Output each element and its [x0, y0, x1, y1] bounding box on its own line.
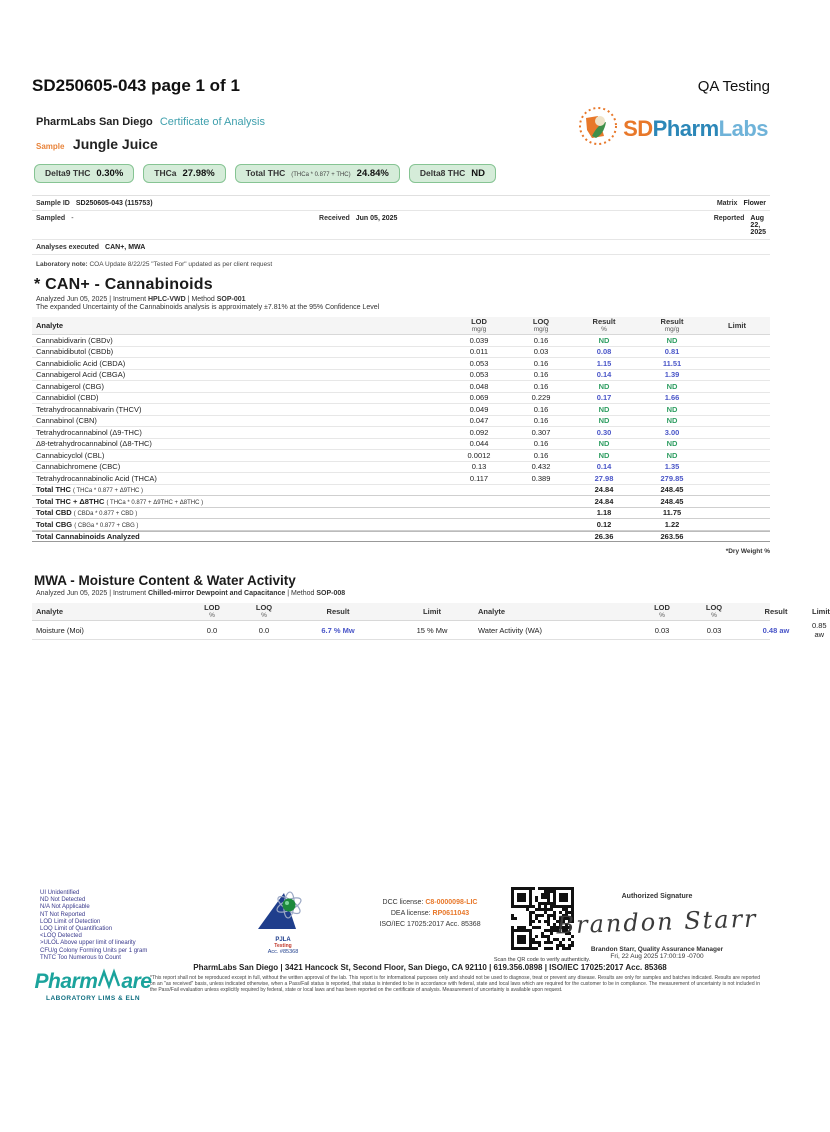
- received-value: Jun 05, 2025: [355, 215, 398, 222]
- moisture-result: 6.7 % Mw: [321, 625, 355, 635]
- result-pct-value: 0.30: [596, 427, 612, 437]
- dcc-license-label: DCC license:: [382, 899, 424, 906]
- mwa-table-header: [32, 602, 830, 621]
- water-activity-loq: 0.03: [706, 625, 722, 635]
- result-mgg-value: 11.51: [662, 358, 682, 368]
- legend-item: UI Unidentified: [40, 890, 80, 896]
- analyte-name: Cannabidivarin (CBDv): [36, 335, 113, 345]
- water-activity-analyte: Water Activity (WA): [478, 625, 543, 635]
- total-pct-value: 1.18: [596, 508, 612, 518]
- result-pct-value: 1.15: [596, 358, 612, 368]
- water-activity-lod: 0.03: [654, 625, 670, 635]
- total-pct-value: 26.36: [594, 531, 614, 541]
- water-activity-limit: 0.85 aw: [812, 621, 827, 639]
- qr-caption: Scan the QR code to verify authenticity.: [493, 957, 591, 963]
- lod-value: 0.0012: [467, 450, 491, 460]
- col-result-2: Result: [764, 606, 788, 616]
- col-lod: LOD %: [204, 602, 220, 619]
- report-disclaimer: *This report shall not be reproduced except in full, without the written approval of the lab. This report is for informational purposes only and should not be used to diagnose, treat or prevent any disease. Results are only for samples and batches indicated. Results are reported on an "as received" basis, unless indicated otherwise, when a Pass/Fail status is reported, that status is intended to be in accordance with federal, state and local laws which are required for the customer to be in compliance. The measurement of uncertainty is not included in the Pass/Fail evaluation unless explicitly required by federal, state or local laws and has been reported on the certificate of analysis. Measurement of uncertainty is available upon request.: [150, 975, 760, 993]
- separator: |: [109, 590, 112, 597]
- analyses-value: CAN+, MWA: [105, 244, 146, 251]
- col-result-mgg: Result mg/g: [660, 316, 684, 333]
- laboratory-note-label: Laboratory note:: [36, 261, 88, 268]
- authorized-signature-label: Authorized Signature: [621, 893, 693, 900]
- col-lod: LOD mg/g: [471, 316, 487, 333]
- instrument-label: Instrument: [112, 296, 147, 303]
- lod-value: 0.011: [469, 347, 489, 357]
- analyte-name: Tetrahydrocannabinol (Δ9-THC): [36, 427, 142, 437]
- col-analyte: Analyte: [36, 320, 64, 330]
- lod-value: 0.117: [469, 473, 489, 483]
- can-analyzed-date: Analyzed Jun 05, 2025: [36, 296, 108, 303]
- legend-item: >ULOL Above upper limit of linearity: [40, 940, 136, 947]
- analyte-name: Cannabidiol (CBD): [36, 393, 99, 403]
- separator: |: [109, 296, 112, 303]
- analyses-label: Analyses executed: [36, 244, 100, 251]
- pill-value: 0.30%: [96, 168, 124, 179]
- result-mgg-value: ND: [666, 439, 678, 449]
- pill-value: 27.98%: [182, 168, 215, 179]
- pjla-triangle-atom-icon: [256, 918, 310, 935]
- table-row: [32, 358, 770, 370]
- pill-label: Delta8 THC: [419, 168, 466, 178]
- col-limit: Limit: [728, 320, 746, 330]
- legend-item: LOD Limit of Detection: [40, 918, 101, 925]
- instrument-value: HPLC-VWD: [148, 296, 186, 303]
- lod-value: 0.039: [469, 335, 489, 345]
- result-pct-value: ND: [598, 404, 610, 414]
- pharmware-logo: [28, 970, 158, 1002]
- instrument-label: Instrument: [112, 590, 147, 597]
- total-label: Total THC ( THCa * 0.877 + Δ9THC ): [36, 485, 144, 495]
- lod-value: 0.047: [469, 416, 489, 426]
- result-mgg-value: 1.39: [664, 370, 680, 380]
- mwa-table: [32, 602, 830, 640]
- pill-formula: (THCa * 0.877 + THC): [291, 172, 351, 178]
- pill-label: THCa: [154, 168, 177, 178]
- legend-item: N/A Not Applicable: [40, 904, 90, 911]
- document-header: [0, 0, 800, 96]
- sdpharmlabs-logo: [578, 106, 768, 151]
- signature-block: [552, 893, 762, 960]
- pill-value: 24.84%: [356, 168, 389, 179]
- table-row: [32, 439, 770, 451]
- table-row: [32, 335, 770, 347]
- analyte-name: Cannabichromene (CBC): [36, 462, 121, 472]
- matrix-label: Matrix: [716, 200, 738, 207]
- sample-name: Jungle Juice: [72, 136, 158, 152]
- pharmware-text-2: are: [121, 970, 152, 993]
- table-row: [32, 416, 770, 428]
- lod-value: 0.048: [469, 381, 489, 391]
- can-section-title: * CAN+ - Cannabinoids: [34, 276, 213, 293]
- separator: |: [187, 296, 190, 303]
- lod-value: 0.092: [469, 427, 489, 437]
- col-limit: Limit: [423, 606, 441, 616]
- moisture-loq: 0.0: [258, 625, 270, 635]
- sample-id-label: Sample ID: [36, 200, 70, 207]
- analyte-name: Cannabidiolic Acid (CBDA): [36, 358, 126, 368]
- pill-delta9-thc: [34, 164, 134, 183]
- dcc-license-value: C8-0000098-LIC: [425, 899, 478, 906]
- total-pct-value: 24.84: [594, 496, 614, 506]
- dea-license-label: DEA license:: [390, 910, 431, 917]
- brand-sd: SD: [623, 115, 653, 141]
- pill-delta8-thc: [409, 164, 496, 183]
- total-mgg-value: 263.56: [660, 531, 684, 541]
- signature-date: Fri, 22 Aug 2025 17:00:19 -0700: [610, 953, 704, 960]
- method-value: SOP-008: [316, 590, 346, 597]
- laboratory-note-text: COA Update 8/22/25 "Tested For" updated as per client request: [89, 261, 273, 268]
- moisture-analyte: Moisture (Moi): [36, 625, 84, 635]
- result-pct-value: ND: [598, 381, 610, 391]
- table-row: [32, 450, 770, 462]
- result-pct-value: ND: [598, 439, 610, 449]
- iso-accreditation: ISO/IEC 17025:2017 Acc. 85368: [379, 921, 481, 928]
- result-pct-value: 0.14: [596, 462, 612, 472]
- sample-info-row-2: [32, 211, 770, 240]
- result-pct-value: 27.98: [594, 473, 614, 483]
- loq-value: 0.16: [533, 416, 549, 426]
- col-lod-2: LOD %: [654, 602, 670, 619]
- mwa-analyzed-date: Analyzed Jun 05, 2025: [36, 590, 108, 597]
- analyte-name: Cannabicyclol (CBL): [36, 450, 105, 460]
- method-label: Method: [191, 296, 215, 303]
- table-row: [32, 370, 770, 382]
- analyte-name: Cannabigerol Acid (CBGA): [36, 370, 126, 380]
- cannabinoids-totals: [32, 485, 770, 543]
- pjla-testing: Testing: [274, 943, 292, 949]
- total-mgg-value: 1.22: [664, 519, 680, 529]
- method-label: Method: [291, 590, 315, 597]
- table-row: [32, 462, 770, 474]
- result-pct-value: 0.14: [596, 370, 612, 380]
- col-analyte-2: Analyte: [478, 607, 506, 616]
- loq-value: 0.16: [533, 404, 549, 414]
- reported-value: Aug 22, 2025: [750, 215, 766, 236]
- pill-label: Delta9 THC: [45, 168, 91, 178]
- total-mgg-value: 248.45: [660, 496, 684, 506]
- brand-labs: Labs: [718, 115, 768, 141]
- result-mgg-value: 1.66: [664, 393, 680, 403]
- pjla-name: PJLA: [275, 937, 291, 943]
- loq-value: 0.307: [531, 427, 551, 437]
- result-pct-value: 0.17: [596, 393, 612, 403]
- total-label: Total THC + Δ8THC ( THCa * 0.877 + Δ9THC + Δ8THC ): [36, 496, 204, 506]
- analyte-name: Cannabigerol (CBG): [36, 381, 104, 391]
- dea-license-value: RP0611043: [432, 910, 470, 917]
- legend-item: CFU/g Colony Forming Units per 1 gram: [40, 947, 148, 954]
- pill-total-thc: [235, 164, 400, 183]
- table-row: [32, 347, 770, 359]
- result-pct-value: ND: [598, 416, 610, 426]
- table-row: [32, 381, 770, 393]
- sample-label: Sample: [36, 142, 65, 151]
- loq-value: 0.432: [531, 462, 551, 472]
- legend-item: NT Not Reported: [40, 911, 86, 918]
- pill-thca: [143, 164, 225, 183]
- loq-value: 0.229: [531, 393, 551, 403]
- legend-item: ND Not Detected: [40, 897, 86, 904]
- total-mgg-value: 11.75: [662, 508, 682, 518]
- instrument-value: Chilled-mirror Dewpoint and Capacitance: [148, 590, 286, 597]
- table-row: [32, 473, 770, 485]
- sampled-value: -: [71, 215, 74, 222]
- signature-script: Brandon Starr: [556, 904, 758, 940]
- document-id: SD250605-043 page 1 of 1: [32, 76, 240, 95]
- sample-info-row-3: [32, 240, 770, 255]
- col-result: Result: [326, 606, 350, 616]
- separator: |: [287, 590, 290, 597]
- mwa-analyzed-line: [0, 588, 800, 597]
- result-mgg-value: 0.81: [664, 347, 680, 357]
- sampled-label: Sampled: [36, 215, 66, 222]
- result-mgg-value: ND: [666, 416, 678, 426]
- cannabinoids-table: [32, 317, 770, 542]
- pharmware-tagline: LABORATORY LIMS & ELN: [45, 995, 141, 1002]
- col-result-pct: Result %: [592, 316, 616, 333]
- col-loq-2: LOQ %: [705, 602, 723, 619]
- dry-weight-note: *Dry Weight %: [725, 548, 770, 555]
- loq-value: 0.16: [533, 450, 549, 460]
- result-mgg-value: 3.00: [664, 427, 680, 437]
- loq-value: 0.16: [533, 381, 549, 391]
- abbreviation-legend: [40, 890, 147, 962]
- table-row: [32, 393, 770, 405]
- total-pct-value: 0.12: [596, 519, 612, 529]
- total-row: [32, 508, 770, 520]
- sdpharmlabs-seal-icon: [578, 106, 618, 151]
- pjla-acc-number: Acc. #85368: [267, 949, 299, 955]
- total-row: [32, 485, 770, 497]
- result-pct-value: ND: [598, 450, 610, 460]
- lod-value: 0.069: [469, 393, 489, 403]
- total-row: [32, 519, 770, 531]
- cannabinoids-rows: [32, 335, 770, 485]
- lab-name: PharmLabs San Diego: [36, 116, 153, 128]
- loq-value: 0.389: [531, 473, 551, 483]
- signatory-title: Brandon Starr, Quality Assurance Manager: [590, 946, 724, 953]
- can-uncertainty-note: The expanded Uncertainty of the Cannabinoids analysis is approximately ±7.81% at the 95% Confidence Level: [36, 304, 380, 311]
- pill-value: ND: [471, 168, 485, 179]
- result-mgg-value: 279.85: [660, 473, 684, 483]
- col-limit-2: Limit: [812, 606, 830, 616]
- cannabinoids-table-header: [32, 317, 770, 335]
- loq-value: 0.16: [533, 358, 549, 368]
- legend-item: TNTC Too Numerous to Count: [40, 954, 121, 961]
- result-mgg-value: ND: [666, 381, 678, 391]
- brand-pharm: Pharm: [652, 115, 719, 141]
- table-row: [32, 427, 770, 439]
- analyte-name: Δ8-tetrahydrocannabinol (Δ8-THC): [36, 439, 152, 449]
- mwa-section-title: MWA - Moisture Content & Water Activity: [34, 573, 296, 588]
- analyte-name: Tetrahydrocannabinolic Acid (THCA): [36, 473, 157, 483]
- result-pct-value: ND: [598, 335, 610, 345]
- result-pct-value: 0.08: [596, 347, 612, 357]
- moisture-limit: 15 % Mw: [416, 625, 448, 635]
- certificate-of-analysis-label: Certificate of Analysis: [159, 116, 265, 128]
- lod-value: 0.053: [469, 358, 489, 368]
- analyte-name: Cannabinol (CBN): [36, 416, 97, 426]
- method-value: SOP-001: [216, 296, 246, 303]
- result-mgg-value: ND: [666, 404, 678, 414]
- can-analyzed-line: [0, 294, 800, 303]
- matrix-value: Flower: [743, 200, 766, 207]
- loq-value: 0.16: [533, 335, 549, 345]
- legend-item: <LOQ Detected: [40, 933, 82, 940]
- moisture-lod: 0.0: [206, 625, 218, 635]
- pharmware-wave-icon: [98, 970, 120, 994]
- sample-info-table: [32, 195, 770, 255]
- pjla-accreditation: [248, 889, 318, 955]
- reported-label: Reported: [713, 215, 745, 222]
- total-row: [32, 496, 770, 508]
- analyte-name: Tetrahydrocannabivarin (THCV): [36, 404, 142, 414]
- total-label: Total CBG ( CBGa * 0.877 + CBG ): [36, 519, 139, 529]
- potency-summary-pills: [0, 154, 800, 183]
- brand-wordmark: [623, 116, 768, 142]
- loq-value: 0.16: [533, 370, 549, 380]
- lod-value: 0.053: [469, 370, 489, 380]
- sample-info-row-1: [32, 196, 770, 211]
- total-pct-value: 24.84: [594, 485, 614, 495]
- total-label: Total Cannabinoids Analyzed: [36, 531, 140, 541]
- table-row: [32, 404, 770, 416]
- lab-address-line: PharmLabs San Diego | 3421 Hancock St, Second Floor, San Diego, CA 92110 | 619.356.0898 | ISO/IEC 17025:2017 Acc. 85368: [193, 963, 667, 972]
- result-mgg-value: 1.35: [664, 462, 680, 472]
- legend-item: LOQ Limit of Quantification: [40, 926, 113, 933]
- result-mgg-value: ND: [666, 335, 678, 345]
- total-label: Total CBD ( CBDa * 0.877 + CBD ): [36, 508, 138, 518]
- lod-value: 0.049: [469, 404, 489, 414]
- received-label: Received: [319, 215, 350, 222]
- loq-value: 0.16: [533, 439, 549, 449]
- qa-testing-label: QA Testing: [697, 78, 770, 95]
- pill-label: Total THC: [245, 168, 286, 178]
- loq-value: 0.03: [533, 347, 549, 357]
- lod-value: 0.13: [471, 462, 487, 472]
- col-loq: LOQ %: [255, 602, 273, 619]
- pharmware-text-1: Pharm: [34, 970, 98, 993]
- laboratory-note: [0, 255, 800, 268]
- lod-value: 0.044: [469, 439, 489, 449]
- total-mgg-value: 248.45: [660, 485, 684, 495]
- col-loq: LOQ mg/g: [532, 316, 550, 333]
- sample-id-value: SD250605-043 (115753): [75, 200, 153, 207]
- mwa-table-row: [32, 621, 827, 640]
- total-row: [32, 531, 770, 543]
- water-activity-result: 0.48 aw: [762, 625, 790, 635]
- analyte-name: Cannabidibutol (CBDb): [36, 347, 114, 357]
- col-analyte: Analyte: [36, 607, 64, 616]
- result-mgg-value: ND: [666, 450, 678, 460]
